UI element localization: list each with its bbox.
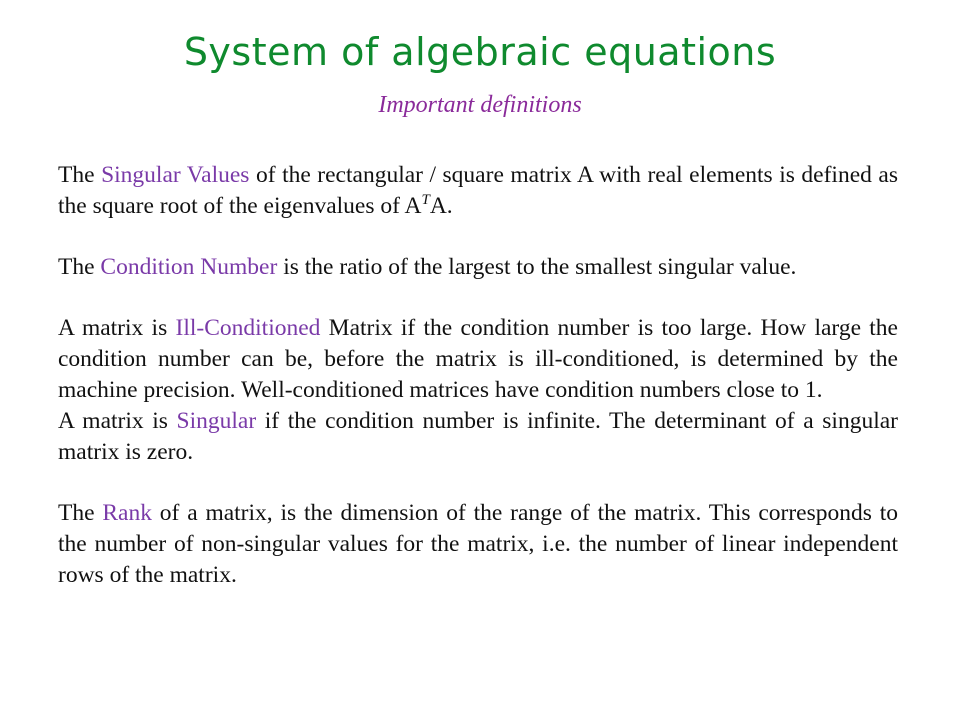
term-rank: Rank: [102, 500, 152, 526]
paragraph-gap: [58, 222, 898, 252]
term-singular: Singular: [176, 408, 257, 434]
p4-pre: A matrix is: [58, 408, 177, 434]
p4-post: if the condition number is infinite. The determinant of a singular matrix is zero.: [58, 408, 898, 465]
p1-pre: The: [58, 162, 102, 188]
p5-post: of a matrix, is the dimension of the range of the matrix. This corresponds to the number of non-singular values for the matrix, i.e. the number of linear independent rows of the matrix.: [58, 500, 898, 588]
definition-singular: [58, 406, 898, 468]
definition-rank: [58, 498, 898, 591]
definitions-body: [58, 160, 898, 591]
p1-end: A.: [429, 193, 453, 219]
paragraph-gap: [58, 283, 898, 313]
p3-post: Matrix if the condition number is too large. How large the condition number can be, before the matrix is ill-conditioned, is determined by the machine precision. Well-conditioned matrices have condition numbers close to 1.: [58, 315, 898, 403]
term-ill-conditioned: Ill-Conditioned: [175, 315, 321, 341]
term-condition-number: Condition Number: [100, 254, 278, 280]
p2-pre: The: [58, 254, 101, 280]
transpose-superscript: T: [421, 192, 430, 209]
term-singular-values: Singular Values: [101, 162, 250, 188]
slide-subtitle: Important definitions: [378, 92, 582, 118]
paragraph-gap: [58, 468, 898, 498]
definition-ill-conditioned: [58, 313, 898, 406]
p1-post: of the rectangular / square matrix A with real elements is defined as the square root of the eigenvalues of A: [58, 162, 898, 219]
p5-pre: The: [58, 500, 103, 526]
slide-title: System of algebraic equations: [183, 30, 777, 74]
p2-post: is the ratio of the largest to the smallest singular value.: [277, 254, 797, 280]
p3-pre: A matrix is: [58, 315, 176, 341]
definition-condition-number: [58, 252, 898, 283]
definition-singular-values: [58, 160, 898, 222]
